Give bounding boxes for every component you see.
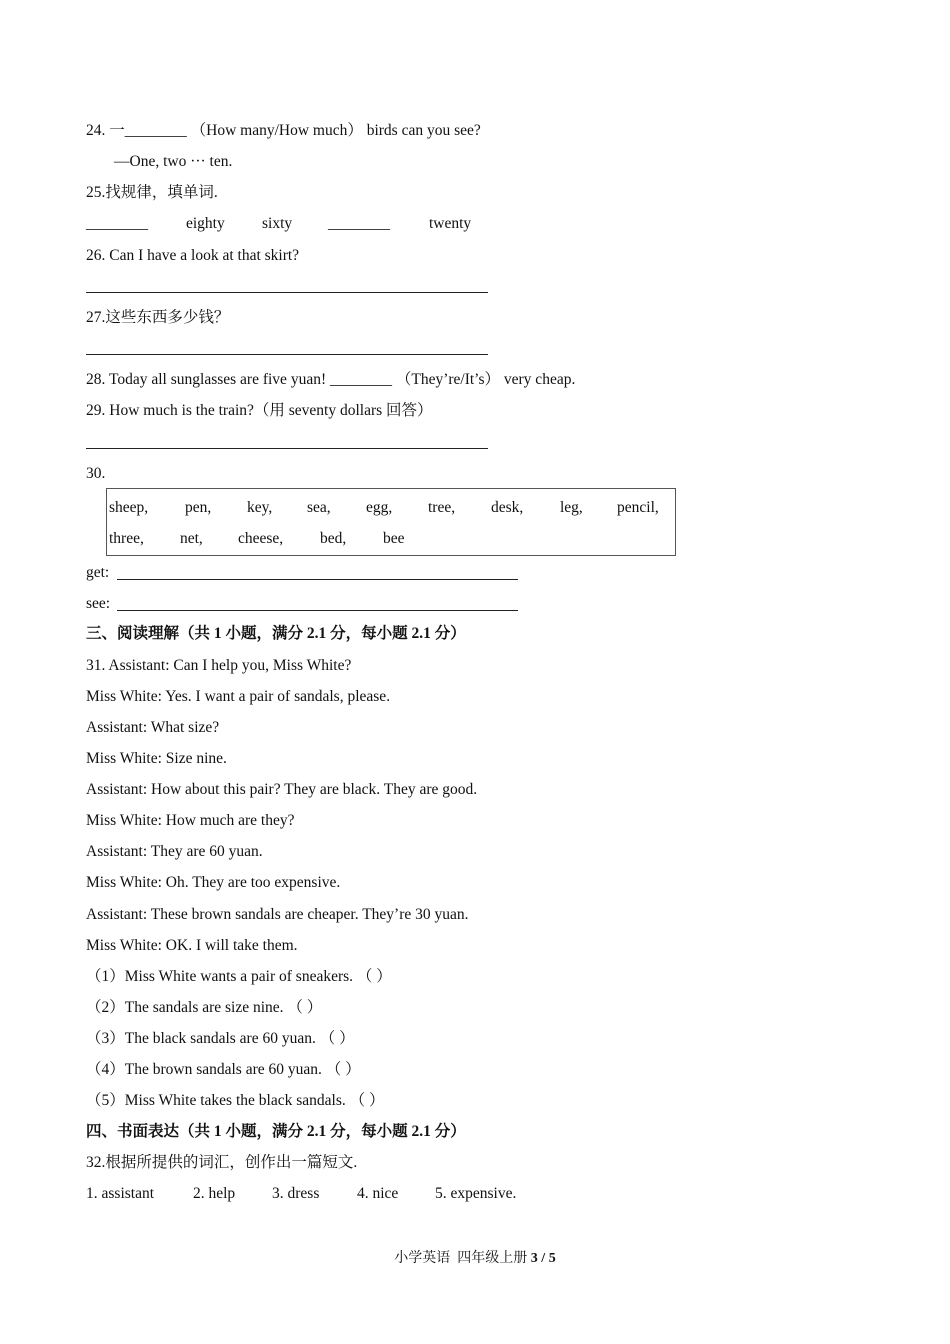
dialogue-line-1: 31. Assistant: Can I help you, Miss White? — [86, 657, 352, 674]
word-pencil: pencil, — [617, 499, 659, 516]
q30-get-answer-line — [117, 579, 518, 580]
q24-line1: 24. 一________ （How many/How much） birds can you see? — [86, 122, 481, 139]
word-sheep: sheep, — [109, 499, 149, 516]
q26-answer-line — [86, 292, 488, 293]
q32-word-2: 2. help — [193, 1185, 236, 1202]
q30-see-answer-line — [117, 610, 518, 611]
q29-answer-line — [86, 448, 488, 449]
question-1: （1）Miss White wants a pair of sneakers. （ ） — [86, 968, 392, 985]
page-footer — [0, 1247, 950, 1267]
q30-label: 30. — [86, 465, 106, 482]
q25-blank-1: ________ — [86, 215, 148, 232]
footer-separator: / — [537, 1251, 549, 1266]
q26-text: 26. Can I have a look at that skirt? — [86, 247, 300, 264]
word-tree: tree, — [428, 499, 456, 516]
q25-word-eighty: eighty — [186, 215, 225, 232]
q27-text: 27.这些东西多少钱？ — [86, 309, 230, 326]
dialogue-line-7: Assistant: They are 60 yuan. — [86, 843, 263, 860]
question-5: （5）Miss White takes the black sandals. （ ） — [86, 1092, 385, 1109]
word-bed: bed, — [320, 530, 347, 547]
word-three: three, — [109, 530, 144, 547]
dialogue-line-10: Miss White: OK. I will take them. — [86, 937, 298, 954]
q25-title: 25.找规律，填单词. — [86, 184, 218, 201]
q32-word-5: 5. expensive. — [435, 1185, 517, 1202]
q25-blank-2: ________ — [328, 215, 390, 232]
word-sea: sea, — [307, 499, 331, 516]
word-bee: bee — [383, 530, 405, 547]
question-4: （4）The brown sandals are 60 yuan. （ ） — [86, 1061, 361, 1078]
dialogue-line-4: Miss White: Size nine. — [86, 750, 227, 767]
word-pen: pen, — [185, 499, 212, 516]
section4-heading: 四、书面表达（共 1 小题，满分 2.1 分，每小题 2.1 分） — [86, 1123, 466, 1140]
q30-get-label: get: — [86, 564, 110, 581]
word-key: key, — [247, 499, 273, 516]
q28-text: 28. Today all sunglasses are five yuan! ________ （They’re/It’s） very cheap. — [86, 371, 576, 388]
footer-page-total: 5 — [548, 1251, 556, 1266]
word-net: net, — [180, 530, 203, 547]
question-2: （2）The sandals are size nine. （ ） — [86, 999, 323, 1016]
q30-word-box — [106, 488, 676, 556]
footer-page-number: 3 — [530, 1251, 538, 1266]
dialogue-line-9: Assistant: These brown sandals are cheaper. They’re 30 yuan. — [86, 906, 469, 923]
word-desk: desk, — [491, 499, 524, 516]
dialogue-line-3: Assistant: What size? — [86, 719, 220, 736]
q32-word-4: 4. nice — [357, 1185, 399, 1202]
q32-word-3: 3. dress — [272, 1185, 320, 1202]
question-3: （3）The black sandals are 60 yuan. （ ） — [86, 1030, 355, 1047]
q32-title: 32.根据所提供的词汇，创作出一篇短文. — [86, 1154, 358, 1171]
q29-text: 29. How much is the train?（用 seventy dollars 回答） — [86, 402, 433, 419]
q32-word-1: 1. assistant — [86, 1185, 155, 1202]
word-cheese: cheese, — [238, 530, 284, 547]
word-leg: leg, — [560, 499, 583, 516]
q25-word-twenty: twenty — [429, 215, 472, 232]
q25-word-sixty: sixty — [262, 215, 293, 232]
section3-heading: 三、阅读理解（共 1 小题，满分 2.1 分，每小题 2.1 分） — [86, 625, 466, 642]
q27-answer-line — [86, 354, 488, 355]
dialogue-line-8: Miss White: Oh. They are too expensive. — [86, 874, 341, 891]
dialogue-line-2: Miss White: Yes. I want a pair of sandals, please. — [86, 688, 391, 705]
q30-see-label: see: — [86, 595, 111, 612]
q24-line2: —One, two ··· ten. — [114, 153, 233, 170]
dialogue-line-6: Miss White: How much are they? — [86, 812, 295, 829]
footer-subject: 小学英语 四年级上册 — [394, 1251, 531, 1266]
word-egg: egg, — [366, 499, 393, 516]
dialogue-line-5: Assistant: How about this pair? They are black. They are good. — [86, 781, 478, 798]
